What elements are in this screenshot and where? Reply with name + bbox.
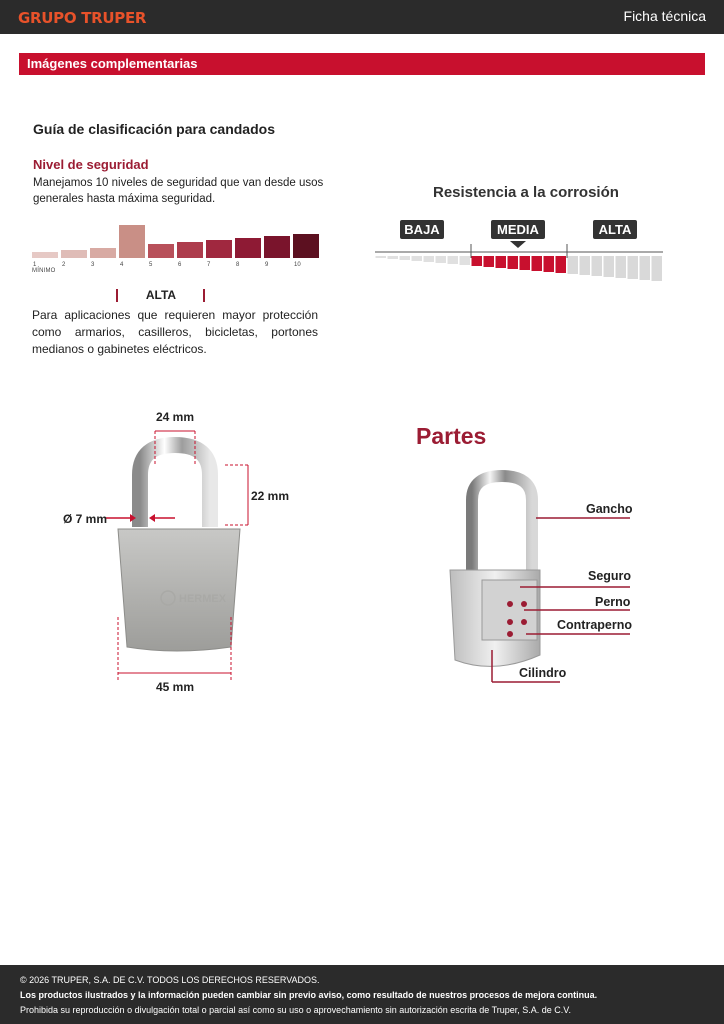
arrow-left-icon — [149, 514, 155, 522]
applications-text: Para aplicaciones que requieren mayor protección como armarios, casilleros, bicicletas, portones medianos o gabinetes eléctricos. — [32, 308, 318, 356]
media-pointer-icon — [510, 241, 526, 248]
security-level-description: Manejamos 10 niveles de seguridad que van desde usos generales hasta máxima seguridad. — [33, 177, 324, 205]
alta-label: ALTA — [598, 222, 632, 237]
part-label-perno: Perno — [595, 595, 631, 609]
shackle-diameter-label: Ø 7 mm — [63, 512, 108, 526]
pin-icon — [521, 619, 527, 625]
corrosion-bar — [532, 256, 543, 271]
padlock-body — [118, 529, 240, 651]
security-level-title: Nivel de seguridad — [33, 157, 149, 172]
security-level-bar-2 — [61, 250, 87, 258]
corrosion-bar — [424, 256, 435, 262]
corrosion-bar — [412, 256, 423, 261]
security-level-bar-6 — [177, 242, 203, 258]
baja-label: BAJA — [404, 222, 440, 237]
padlock-dimensions-figure — [55, 405, 300, 700]
corrosion-bar — [388, 256, 399, 259]
corrosion-bar — [508, 256, 519, 269]
part-label-cilindro: Cilindro — [519, 666, 567, 680]
corrosion-bar — [652, 256, 663, 281]
corrosion-bar — [628, 256, 639, 279]
corrosion-bar — [472, 256, 483, 266]
body-width-label: 45 mm — [156, 680, 195, 694]
padlock-parts-figure — [440, 470, 640, 685]
section-title: Imágenes complementarias — [27, 56, 198, 71]
corrosion-bar — [616, 256, 627, 278]
corrosion-bar — [460, 256, 471, 265]
corrosion-bar — [544, 256, 555, 272]
level-marker-right — [203, 289, 205, 302]
corrosion-bar — [496, 256, 507, 268]
top-bar — [0, 0, 724, 34]
corrosion-bar — [640, 256, 651, 280]
security-level-scale — [30, 215, 320, 275]
corrosion-bar — [448, 256, 459, 264]
corrosion-scale — [375, 218, 663, 288]
corrosion-bar — [400, 256, 411, 260]
minimum-label: MÍNIMO — [32, 268, 56, 274]
media-label: MEDIA — [497, 222, 539, 237]
corrosion-bar — [592, 256, 603, 276]
footer-prohibition: Prohibida su reproducción o divulgación total o parcial así como su uso o aprovechamiento sin autorización escrita de Truper, S.A. de C.V. — [20, 1005, 571, 1015]
security-level-bar-5 — [148, 244, 174, 258]
section-header — [19, 53, 705, 75]
security-level-number-4: 4 — [120, 262, 124, 268]
corrosion-title: Resistencia a la corrosión — [433, 184, 619, 201]
security-level-bar-10 — [293, 234, 319, 258]
part-label-contraperno: Contraperno — [557, 618, 632, 632]
security-level-number-2: 2 — [62, 262, 66, 268]
pin-icon — [521, 601, 527, 607]
security-level-bar-9 — [264, 236, 290, 258]
corrosion-bar — [520, 256, 531, 270]
guide-title: Guía de clasificación para candados — [33, 121, 275, 137]
part-label-seguro: Seguro — [588, 569, 632, 583]
pin-icon — [507, 601, 513, 607]
part-label-gancho: Gancho — [586, 502, 633, 516]
security-level-number-9: 9 — [265, 262, 269, 268]
security-level-bar-3 — [90, 248, 116, 258]
corrosion-bar — [436, 256, 447, 263]
shackle-part — [472, 476, 532, 580]
security-level-number-5: 5 — [149, 262, 153, 268]
parts-title: Partes — [416, 423, 487, 449]
brand-logo: GRUPO TRUPER — [18, 9, 147, 27]
security-level-bar-8 — [235, 238, 261, 258]
shackle-width-label: 24 mm — [156, 410, 195, 424]
selected-level-name: ALTA — [145, 288, 177, 302]
pin-icon — [507, 631, 513, 637]
shackle — [140, 445, 210, 527]
security-level-bar-7 — [206, 240, 232, 258]
shackle-height-label: 22 mm — [251, 489, 290, 503]
security-level-number-3: 3 — [91, 262, 95, 268]
security-level-bar-4 — [119, 225, 145, 258]
security-level-number-10: 10 — [294, 262, 301, 268]
footer-copyright: © 2026 TRUPER, S.A. DE C.V. TODOS LOS DERECHOS RESERVADOS. — [20, 975, 320, 985]
corrosion-bar — [556, 256, 567, 273]
corrosion-bar — [376, 256, 387, 258]
security-level-number-6: 6 — [178, 262, 182, 268]
corrosion-bar — [484, 256, 495, 267]
security-level-bar-1 — [32, 252, 58, 258]
security-level-number-7: 7 — [207, 262, 211, 268]
security-level-number-8: 8 — [236, 262, 240, 268]
brand-mark-text: HERMEX — [179, 593, 227, 605]
pin-icon — [507, 619, 513, 625]
corrosion-bar — [580, 256, 591, 275]
security-level-number-1: 1 — [33, 262, 37, 268]
document-type: Ficha técnica — [623, 8, 706, 24]
footer — [0, 965, 724, 1024]
corrosion-bar — [568, 256, 579, 274]
corrosion-bar — [604, 256, 615, 277]
footer-notice: Los productos ilustrados y la información pueden cambiar sin previo aviso, como resultado de nuestros procesos de mejora continua. — [20, 990, 598, 1000]
